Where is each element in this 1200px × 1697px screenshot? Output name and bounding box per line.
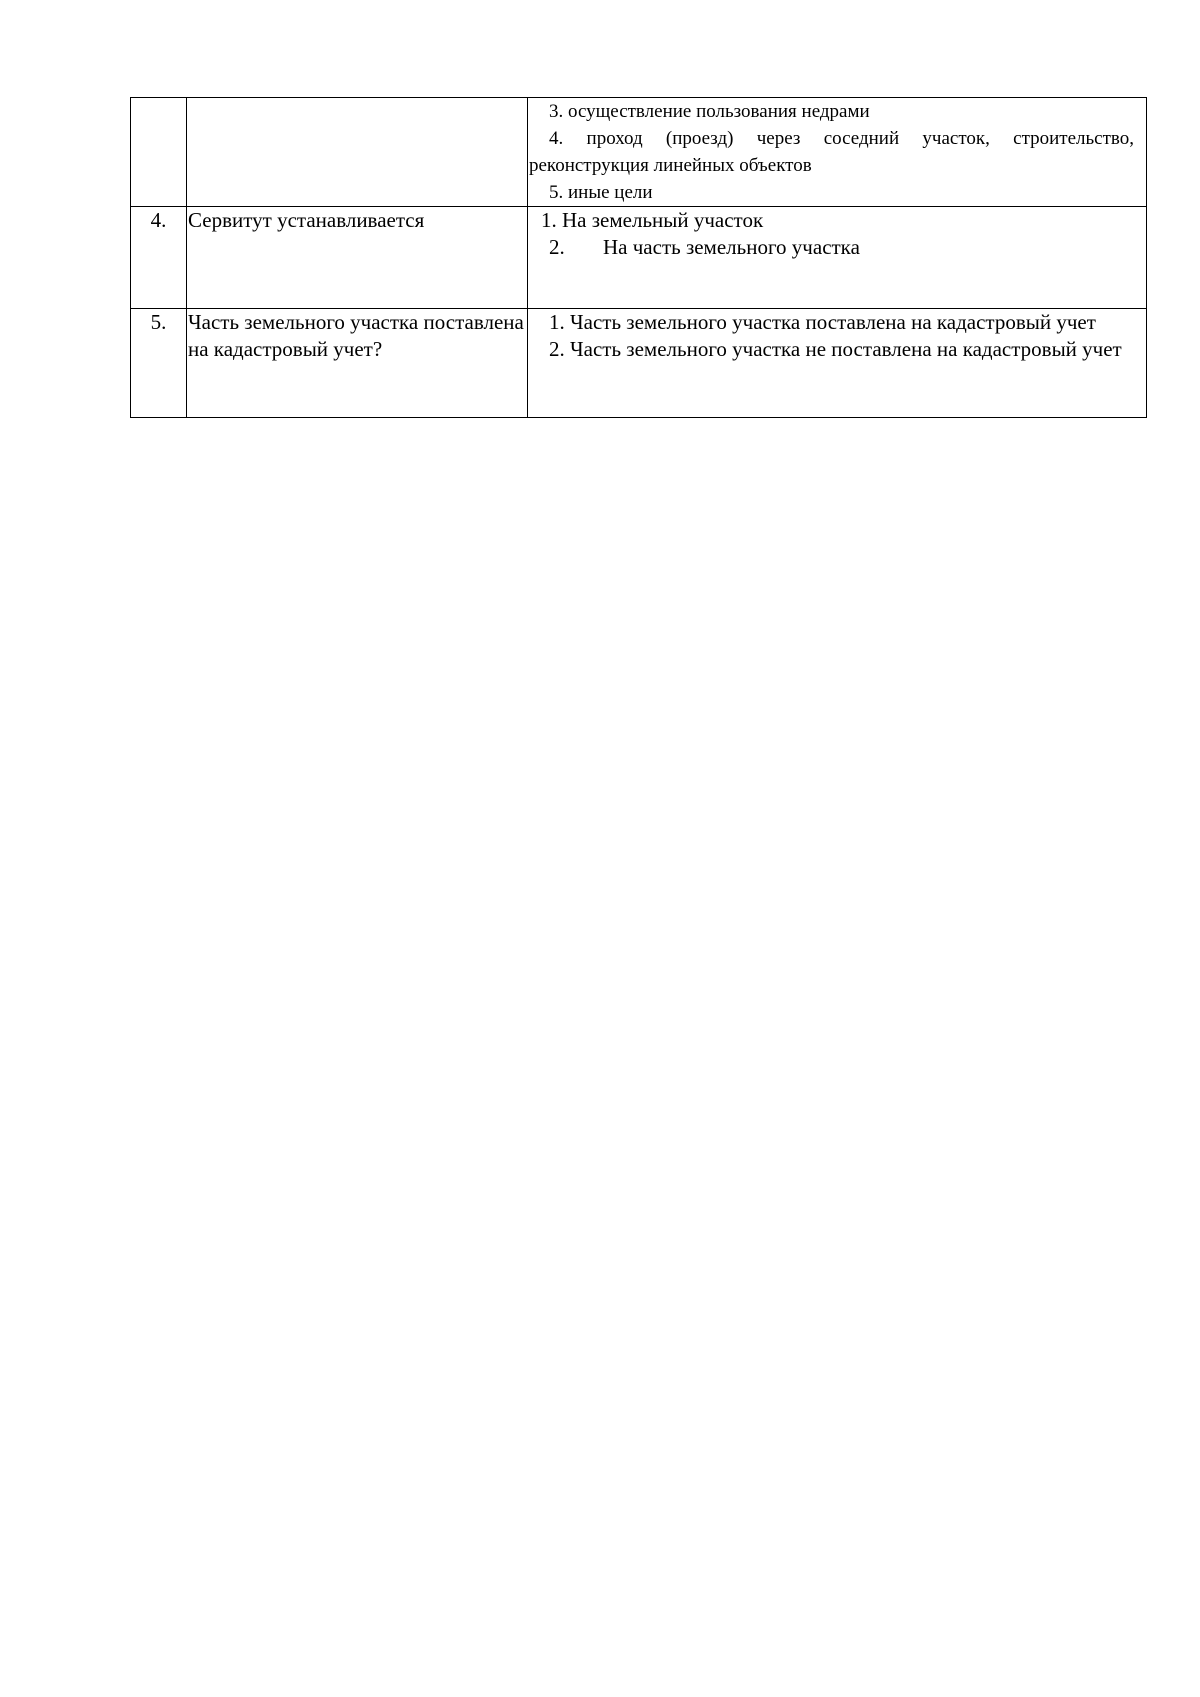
table-row bbox=[131, 309, 1147, 418]
row-answers bbox=[528, 98, 1147, 207]
answer-option: 1. На земельный участок bbox=[541, 208, 764, 232]
answer-number: 2. bbox=[549, 235, 565, 259]
answer-option: 3. осуществление пользования недрами bbox=[549, 101, 870, 122]
answer-option: 4. проход (проезд) через соседний участок, строительство, реконструкция линейных объектов bbox=[529, 128, 1134, 176]
row-number: 5. bbox=[131, 309, 187, 418]
servitude-form-table bbox=[130, 97, 1147, 418]
answer-option bbox=[529, 234, 1134, 261]
row-number: 4. bbox=[131, 207, 187, 309]
row-question: Часть земельного участка поставлена на кадастровый учет? bbox=[187, 309, 528, 418]
table-row bbox=[131, 98, 1147, 207]
row-question bbox=[187, 98, 528, 207]
answer-option: 5. иные цели bbox=[549, 182, 653, 203]
row-answers bbox=[528, 309, 1147, 418]
row-answers bbox=[528, 207, 1147, 309]
table-row bbox=[131, 207, 1147, 309]
row-question: Сервитут устанавливается bbox=[187, 207, 528, 309]
answer-text: На часть земельного участка bbox=[603, 235, 860, 259]
row-number bbox=[131, 98, 187, 207]
answer-option: 2. Часть земельного участка не поставлена на кадастровый учет bbox=[549, 337, 1122, 361]
answer-option: 1. Часть земельного участка поставлена на кадастровый учет bbox=[549, 310, 1096, 334]
